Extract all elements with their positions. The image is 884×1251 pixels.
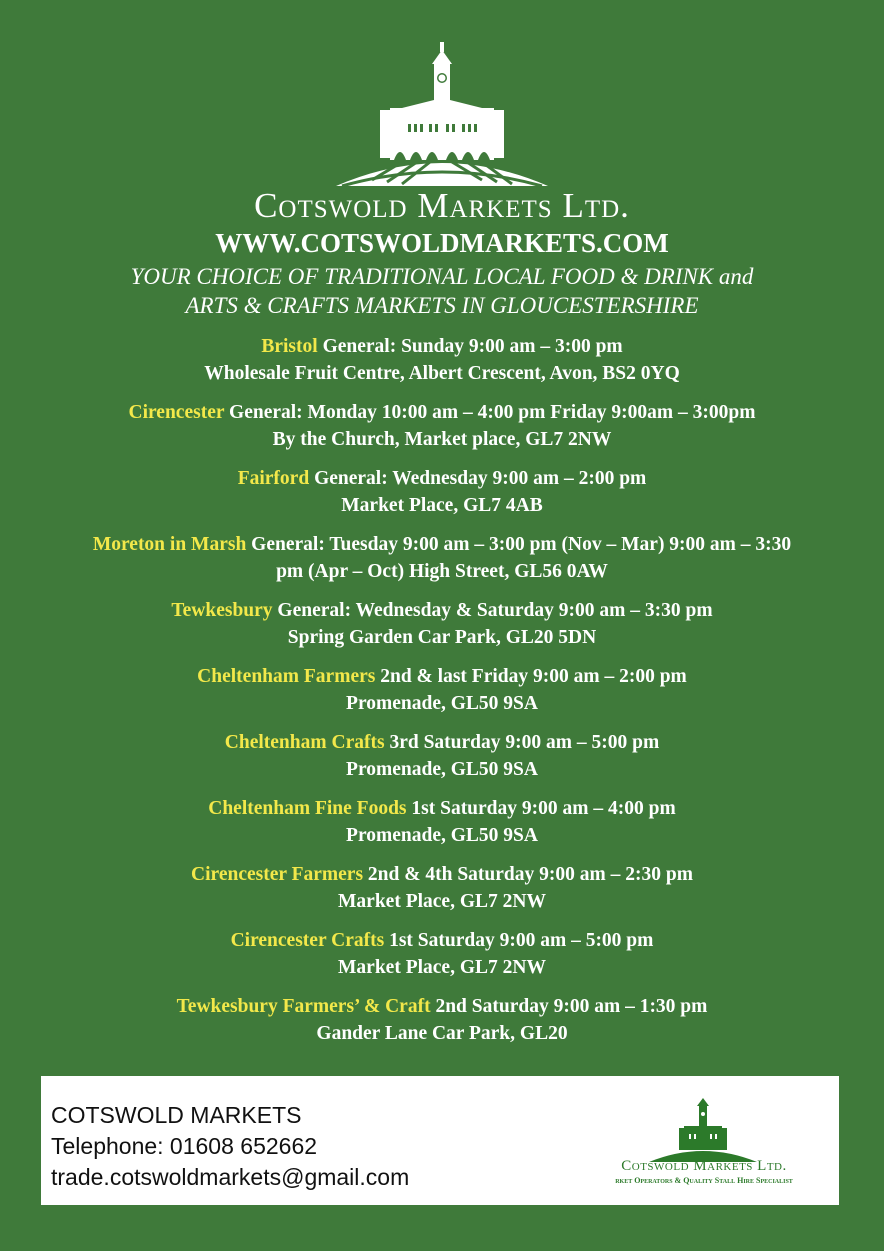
market-location: Gander Lane Car Park, GL20 bbox=[316, 1023, 568, 1044]
market-name: Cirencester Farmers bbox=[191, 864, 364, 885]
footer-logo-subtitle: rket Operators & Quality Stall Hire Specialist bbox=[615, 1176, 793, 1185]
market-details: 2nd & last Friday 9:00 am – 2:00 pm bbox=[375, 666, 687, 687]
market-item bbox=[20, 795, 864, 849]
market-location: Market Place, GL7 2NW bbox=[338, 891, 546, 912]
contact-footer bbox=[41, 1076, 839, 1205]
market-details: 1st Saturday 9:00 am – 4:00 pm bbox=[406, 798, 676, 819]
market-location: Market Place, GL7 4AB bbox=[341, 495, 543, 516]
brand-title: Cotswold Markets Ltd. bbox=[254, 186, 630, 225]
market-name: Cheltenham Crafts bbox=[224, 732, 385, 753]
market-name: Cirencester Crafts bbox=[230, 930, 385, 951]
market-location: Wholesale Fruit Centre, Albert Crescent, Avon, BS2 0YQ bbox=[204, 363, 680, 384]
market-name: Cirencester bbox=[128, 402, 225, 423]
market-item bbox=[20, 465, 864, 519]
market-details: 3rd Saturday 9:00 am – 5:00 pm bbox=[384, 732, 660, 753]
market-name: Tewkesbury bbox=[171, 600, 273, 621]
market-name: Cheltenham Fine Foods bbox=[208, 798, 407, 819]
market-details: General: Tuesday 9:00 am – 3:00 pm (Nov – Mar) 9:00 am – 3:30 bbox=[246, 534, 792, 555]
contact-block bbox=[51, 1100, 409, 1193]
market-item bbox=[20, 861, 864, 915]
market-item bbox=[20, 663, 864, 717]
market-details: 1st Saturday 9:00 am – 5:00 pm bbox=[384, 930, 654, 951]
market-details: General: Monday 10:00 am – 4:00 pm Friday 9:00am – 3:00pm bbox=[224, 402, 756, 423]
market-details: General: Sunday 9:00 am – 3:00 pm bbox=[317, 336, 623, 357]
market-item bbox=[20, 729, 864, 783]
market-item bbox=[20, 927, 864, 981]
website-url[interactable]: WWW.COTSWOLDMARKETS.COM bbox=[215, 228, 669, 258]
market-item bbox=[20, 399, 864, 453]
market-item bbox=[20, 333, 864, 387]
market-details: 2nd Saturday 9:00 am – 1:30 pm bbox=[430, 996, 708, 1017]
email-link[interactable]: trade.cotswoldmarkets@gmail.com bbox=[51, 1164, 410, 1190]
market-list bbox=[20, 333, 864, 1059]
market-hall-icon bbox=[332, 40, 552, 190]
company-name: COTSWOLD MARKETS bbox=[51, 1102, 302, 1128]
market-details: General: Wednesday & Saturday 9:00 am – 3:30 pm bbox=[272, 600, 713, 621]
market-name: Fairford bbox=[237, 468, 310, 489]
market-name: Bristol bbox=[261, 336, 318, 357]
tagline-line-2: ARTS & CRAFTS MARKETS IN GLOUCESTERSHIRE bbox=[185, 293, 699, 318]
market-details: 2nd & 4th Saturday 9:00 am – 2:30 pm bbox=[363, 864, 693, 885]
market-item bbox=[20, 531, 864, 585]
market-item bbox=[20, 597, 864, 651]
market-location: Promenade, GL50 9SA bbox=[346, 759, 538, 780]
market-location: pm (Apr – Oct) High Street, GL56 0AW bbox=[276, 561, 608, 582]
market-location: Spring Garden Car Park, GL20 5DN bbox=[287, 627, 597, 648]
market-location: By the Church, Market place, GL7 2NW bbox=[272, 429, 612, 450]
market-item bbox=[20, 993, 864, 1047]
market-name: Cheltenham Farmers bbox=[197, 666, 376, 687]
market-details: General: Wednesday 9:00 am – 2:00 pm bbox=[309, 468, 647, 489]
footer-logo-brand: Cotswold Markets Ltd. bbox=[621, 1158, 787, 1174]
tagline bbox=[0, 262, 884, 320]
tagline-line-1: YOUR CHOICE OF TRADITIONAL LOCAL FOOD & DRINK and bbox=[130, 264, 754, 289]
telephone[interactable]: Telephone: 01608 652662 bbox=[51, 1133, 318, 1159]
header-logo bbox=[0, 40, 884, 190]
market-location: Promenade, GL50 9SA bbox=[346, 825, 538, 846]
market-name: Moreton in Marsh bbox=[92, 534, 247, 555]
market-location: Market Place, GL7 2NW bbox=[338, 957, 546, 978]
market-name: Tewkesbury Farmers’ & Craft bbox=[176, 996, 431, 1017]
market-location: Promenade, GL50 9SA bbox=[346, 693, 538, 714]
